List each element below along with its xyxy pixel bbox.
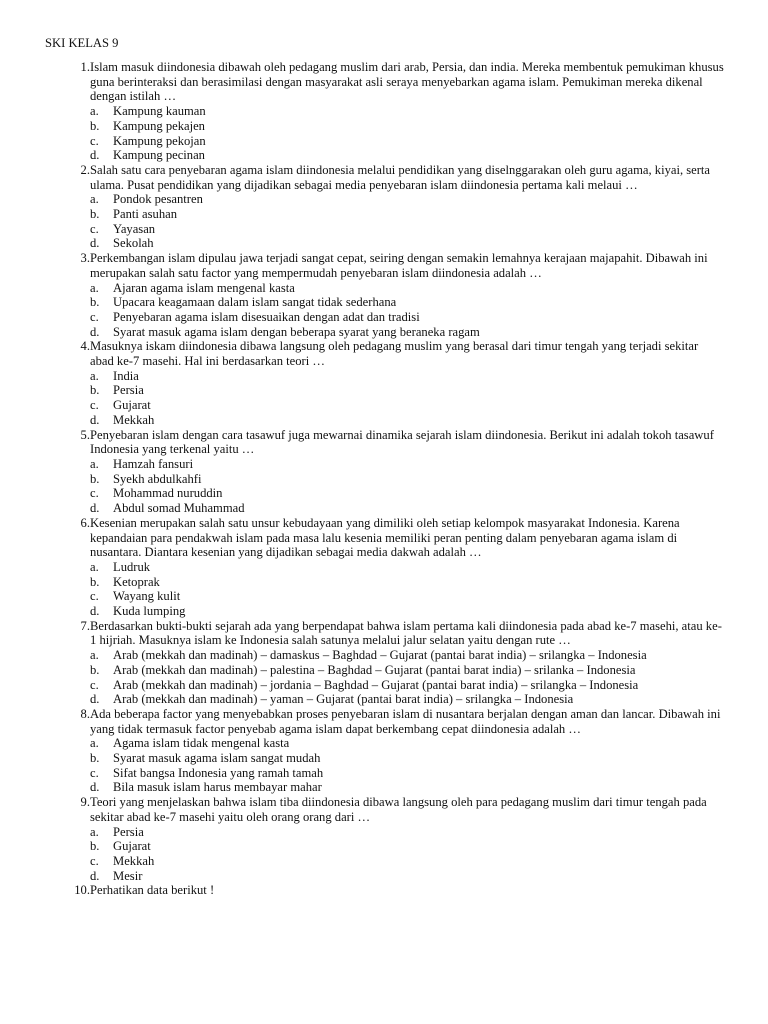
option-letter: c. — [90, 589, 99, 604]
question-item — [45, 428, 725, 516]
option-text: Ajaran agama islam mengenal kasta — [113, 280, 295, 295]
answer-option — [90, 560, 725, 575]
option-text: Sifat bangsa Indonesia yang ramah tamah — [113, 765, 324, 780]
question-number-cell — [45, 251, 90, 339]
question-number: 8. — [80, 706, 90, 721]
option-text: Persia — [113, 824, 144, 839]
option-text: Panti asuhan — [113, 207, 178, 222]
option-letter: c. — [90, 133, 99, 148]
option-letter: a. — [90, 368, 99, 383]
option-text: Ludruk — [113, 559, 151, 574]
answer-option — [90, 369, 725, 384]
option-letter: a. — [90, 736, 99, 751]
document-title: SKI KELAS 9 — [45, 36, 119, 50]
question-text: Masuknya iskam diindonesia dibawa langsung oleh pedagang muslim yang berasal dari timur tengah yang terjadi sekitar abad ke-7 masehi. Hal ini berdasarkan teori … — [90, 339, 699, 369]
option-letter: b. — [90, 118, 100, 133]
answer-option — [90, 281, 725, 296]
option-letter: d. — [90, 692, 100, 707]
option-text: Arab (mekkah dan madinah) – palestina – Baghdad – Gujarat (pantai barat india) – srilanka – Indonesia — [113, 662, 636, 677]
option-text: Kampung kauman — [113, 104, 206, 119]
answer-option — [90, 325, 725, 340]
answer-option — [90, 222, 725, 237]
question-item — [45, 707, 725, 795]
option-letter: a. — [90, 559, 99, 574]
answer-option — [90, 869, 725, 884]
answer-option — [90, 192, 725, 207]
question-item — [45, 251, 725, 339]
question-number: 10. — [74, 883, 90, 898]
option-letter: d. — [90, 148, 100, 163]
option-text: Gujarat — [113, 398, 151, 413]
question-number-cell — [45, 707, 90, 795]
question-text: Berdasarkan bukti-bukti sejarah ada yang berpendapat bahwa islam pertama kali diindonesia pada abad ke-7 masehi, atau ke-1 hijriah. Masuknya islam ke Indonesia salah satunya melalui jalur selatan yaitu dengan rute … — [90, 618, 722, 648]
answer-option — [90, 648, 725, 663]
question-text: Salah satu cara penyebaran agama islam diindonesia melalui pendidikan yang diselnggarakan oleh guru agama, kiyai, serta ulama. Pusat pendidikan yang dijadikan sebagai media penyebaran islam diindonesia pertama kali melaui … — [90, 162, 711, 192]
option-text: Syarat masuk agama islam sangat mudah — [113, 751, 321, 766]
option-text: Arab (mekkah dan madinah) – jordania – Baghdad – Gujarat (pantai barat india) – srilangka – Indonesia — [113, 677, 639, 692]
option-text: Upacara keagamaan dalam islam sangat tidak sederhana — [113, 295, 397, 310]
option-letter: a. — [90, 824, 99, 839]
question-number-cell — [45, 163, 90, 251]
option-letter: b. — [90, 751, 100, 766]
question-number: 3. — [80, 251, 90, 266]
question-number-cell — [45, 883, 90, 898]
option-letter: d. — [90, 868, 100, 883]
question-text: Penyebaran islam dengan cara tasawuf juga mewarnai dinamika sejarah islam diindonesia. Berikut ini adalah tokoh tasawuf Indonesia yang terkenal yaitu … — [90, 427, 714, 457]
question-number-cell — [45, 795, 90, 883]
answer-option — [90, 751, 725, 766]
answer-option — [90, 413, 725, 428]
option-text: Kampung pekajen — [113, 118, 205, 133]
question-number-cell — [45, 60, 90, 163]
answer-option — [90, 766, 725, 781]
option-text: Mesir — [113, 868, 143, 883]
question-item — [45, 339, 725, 427]
option-letter: a. — [90, 192, 99, 207]
option-text: Kampung pekojan — [113, 133, 206, 148]
answer-option — [90, 589, 725, 604]
option-text: Abdul somad Muhammad — [113, 501, 245, 516]
option-text: Kuda lumping — [113, 604, 186, 619]
option-text: Gujarat — [113, 839, 151, 854]
answer-option — [90, 134, 725, 149]
option-letter: c. — [90, 309, 99, 324]
answer-option — [90, 678, 725, 693]
question-item — [45, 795, 725, 883]
question-number-cell — [45, 339, 90, 427]
question-body — [90, 516, 725, 619]
option-text: Sekolah — [113, 236, 154, 251]
question-number: 4. — [80, 339, 90, 354]
option-text: Bila masuk islam harus membayar mahar — [113, 780, 322, 795]
option-text: Penyebaran agama islam disesuaikan dengan adat dan tradisi — [113, 309, 420, 324]
question-text: Islam masuk diindonesia dibawah oleh pedagang muslim dari arab, Persia, dan india. Mereka membentuk pemukiman khusus guna berinteraksi dan berasimilasi dengan masyarakat asli seraya menyebarkan agama islam. Pemukiman mereka dikenal dengan istilah … — [90, 60, 724, 104]
question-number: 5. — [80, 427, 90, 442]
question-item — [45, 883, 725, 898]
question-number-cell — [45, 428, 90, 516]
question-number-cell — [45, 619, 90, 707]
answer-option — [90, 310, 725, 325]
question-text: Perkembangan islam dipulau jawa terjadi sangat cepat, seiring dengan semakin lemahnya kerajaan majapahit. Dibawah ini merupakan salah satu factor yang mempermudah penyebaran islam diindonesia adalah … — [90, 251, 708, 280]
answer-option — [90, 663, 725, 678]
answer-option — [90, 119, 725, 134]
question-text: Kesenian merupakan salah satu unsur kebudayaan yang dimiliki oleh setiap kelompok masyarakat Indonesia. Karena kepandaian para pendakwah islam pada masa lalu kesenia memiliki peran penting dalam penyebaran agama islam di nusantara. Diantara kesenian yang dijadikan sebagai media dakwah adalah … — [90, 515, 680, 560]
question-body — [90, 251, 725, 339]
option-text: Syekh abdulkahfi — [113, 471, 202, 486]
answer-option — [90, 207, 725, 222]
question-body — [90, 163, 725, 251]
question-number: 1. — [80, 60, 90, 74]
question-text: Ada beberapa factor yang menyebabkan proses penyebaran islam di nusantara berjalan dengan aman dan lancar. Dibawah ini yang tidak termasuk factor penyebab agama islam dapat berkembang cepat diindonesia adalah … — [90, 706, 721, 736]
answer-option — [90, 383, 725, 398]
question-body — [90, 619, 725, 707]
question-body — [90, 883, 725, 898]
question-body — [90, 428, 725, 516]
option-letter: c. — [90, 765, 99, 780]
answer-option — [90, 854, 725, 869]
option-letter: d. — [90, 324, 100, 339]
option-letter: a. — [90, 648, 99, 663]
answer-option — [90, 486, 725, 501]
option-text: Arab (mekkah dan madinah) – damaskus – Baghdad – Gujarat (pantai barat india) – srilangka – Indonesia — [113, 648, 647, 663]
option-text: Mohammad nuruddin — [113, 486, 223, 501]
answer-option — [90, 295, 725, 310]
answer-option — [90, 472, 725, 487]
question-item — [45, 60, 725, 163]
option-letter: d. — [90, 604, 100, 619]
option-text: Mekkah — [113, 412, 155, 427]
question-item — [45, 516, 725, 619]
option-letter: d. — [90, 236, 100, 251]
option-text: Wayang kulit — [113, 589, 181, 604]
option-letter: b. — [90, 207, 100, 222]
answer-option — [90, 148, 725, 163]
question-list — [45, 60, 725, 898]
question-item — [45, 163, 725, 251]
option-text: Syarat masuk agama islam dengan beberapa syarat yang beraneka ragam — [113, 324, 480, 339]
answer-option — [90, 839, 725, 854]
answer-option — [90, 104, 725, 119]
option-text: Kampung pecinan — [113, 148, 205, 163]
option-text: Yayasan — [113, 221, 156, 236]
option-text: India — [113, 368, 139, 383]
question-number-cell — [45, 516, 90, 619]
option-letter: b. — [90, 295, 100, 310]
question-body — [90, 795, 725, 883]
option-letter: c. — [90, 398, 99, 413]
option-letter: d. — [90, 412, 100, 427]
question-number: 6. — [80, 515, 90, 530]
question-item — [45, 619, 725, 707]
answer-option — [90, 604, 725, 619]
option-text: Hamzah fansuri — [113, 456, 194, 471]
option-text: Persia — [113, 383, 144, 398]
answer-option — [90, 457, 725, 472]
option-letter: a. — [90, 280, 99, 295]
answer-option — [90, 825, 725, 840]
option-text: Ketoprak — [113, 574, 160, 589]
answer-option — [90, 501, 725, 516]
option-letter: d. — [90, 501, 100, 516]
option-letter: c. — [90, 853, 99, 868]
option-letter: c. — [90, 677, 99, 692]
option-text: Mekkah — [113, 853, 155, 868]
question-body — [90, 60, 725, 163]
option-text: Pondok pesantren — [113, 192, 203, 207]
question-number: 9. — [80, 795, 90, 810]
question-number: 2. — [80, 162, 90, 177]
option-letter: b. — [90, 574, 100, 589]
question-body — [90, 339, 725, 427]
option-letter: c. — [90, 221, 99, 236]
question-body — [90, 707, 725, 795]
question-text: Teori yang menjelaskan bahwa islam tiba diindonesia dibawa langsung oleh para pedagang muslim dari timur tengah pada sekitar abad ke-7 masehi yaitu oleh orang orang dari … — [90, 795, 707, 824]
option-text: Agama islam tidak mengenal kasta — [113, 736, 290, 751]
option-text: Arab (mekkah dan madinah) – yaman – Gujarat (pantai barat india) – srilangka – Indonesia — [113, 692, 574, 707]
option-letter: a. — [90, 104, 99, 119]
answer-option — [90, 692, 725, 707]
option-letter: c. — [90, 486, 99, 501]
answer-option — [90, 575, 725, 590]
question-text: Perhatikan data berikut ! — [90, 883, 215, 898]
answer-option — [90, 398, 725, 413]
option-letter: b. — [90, 471, 100, 486]
option-letter: b. — [90, 839, 100, 854]
question-number: 7. — [80, 618, 90, 633]
answer-option — [90, 780, 725, 795]
option-letter: b. — [90, 662, 100, 677]
answer-option — [90, 236, 725, 251]
option-letter: d. — [90, 780, 100, 795]
option-letter: b. — [90, 383, 100, 398]
answer-option — [90, 736, 725, 751]
option-letter: a. — [90, 456, 99, 471]
